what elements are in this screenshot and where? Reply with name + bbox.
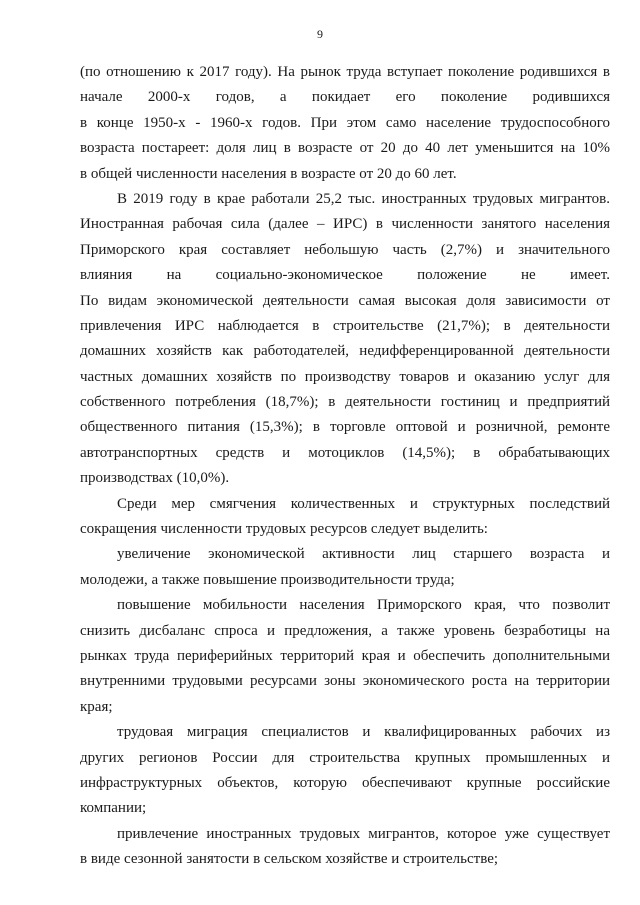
text-line: привлечения ИРС наблюдается в строительстве (21,7%); в деятельности	[80, 317, 610, 334]
text-line: рынках труда периферийных территорий края и обеспечить дополнительными	[80, 647, 610, 664]
text-line: сокращения численности трудовых ресурсов следует выделить:	[80, 521, 488, 538]
text-line: автотранспортных средств и мотоциклов (14,5%); в обрабатывающих	[80, 444, 610, 461]
text-line: производствах (10,0%).	[80, 470, 230, 487]
text-line: частных домашних хозяйств по производству товаров и оказанию услуг для	[80, 368, 610, 385]
body-text	[80, 60, 610, 873]
text-line: привлечение иностранных трудовых мигрантов, которое уже существует	[117, 825, 610, 842]
text-line: края;	[80, 698, 113, 715]
text-line: Среди мер смягчения количественных и структурных последствий	[117, 495, 610, 512]
text-line: других регионов России для строительства крупных промышленных и	[80, 749, 610, 766]
text-line: повышение мобильности населения Приморского края, что позволит	[117, 597, 610, 614]
text-line: в общей численности населения в возрасте от 20 до 60 лет.	[80, 165, 457, 182]
text-line: молодежи, а также повышение производительности труда;	[80, 571, 455, 588]
text-line: внутренними трудовыми ресурсами зоны экономического роста на территории	[80, 673, 610, 690]
text-line: компании;	[80, 800, 147, 817]
text-line: увеличение экономической активности лиц старшего возраста и	[117, 546, 610, 563]
text-line: (по отношению к 2017 году). На рынок труда вступает поколение родившихся в	[80, 64, 610, 80]
text-line: в конце 1950-х - 1960-х годов. При этом само население трудоспособного	[80, 114, 610, 131]
text-line: трудовая миграция специалистов и квалифицированных рабочих из	[117, 724, 610, 741]
text-line: В 2019 году в крае работали 25,2 тыс. иностранных трудовых мигрантов.	[117, 190, 610, 207]
text-line: снизить дисбаланс спроса и предложения, а также уровень безработицы на	[80, 622, 610, 639]
text-line: Иностранная рабочая сила (далее – ИРС) в численности занятого населения	[80, 216, 610, 233]
text-line: в виде сезонной занятости в сельском хозяйстве и строительстве;	[80, 851, 499, 868]
text-line: По видам экономической деятельности самая высокая доля зависимости от	[80, 292, 610, 309]
text-line: общественного питания (15,3%); в торговле оптовой и розничной, ремонте	[80, 419, 610, 436]
text-line: начале 2000-х годов, а покидает его поколение родившихся	[80, 89, 610, 106]
text-line: инфраструктурных объектов, которую обеспечивают крупные российские	[80, 774, 610, 791]
text-line: домашних хозяйств как работодателей, недифференцированной деятельности	[80, 343, 610, 360]
page-number: 9	[317, 27, 323, 41]
text-line: влияния на социально-экономическое положение не имеет.	[80, 267, 610, 284]
text-line: возраста постареет: доля лиц в возрасте от 20 до 40 лет уменьшится на 10%	[80, 140, 610, 157]
text-line: собственного потребления (18,7%); в деятельности гостиниц и предприятий	[80, 394, 610, 411]
text-line: Приморского края составляет небольшую часть (2,7%) и значительного	[80, 241, 610, 258]
